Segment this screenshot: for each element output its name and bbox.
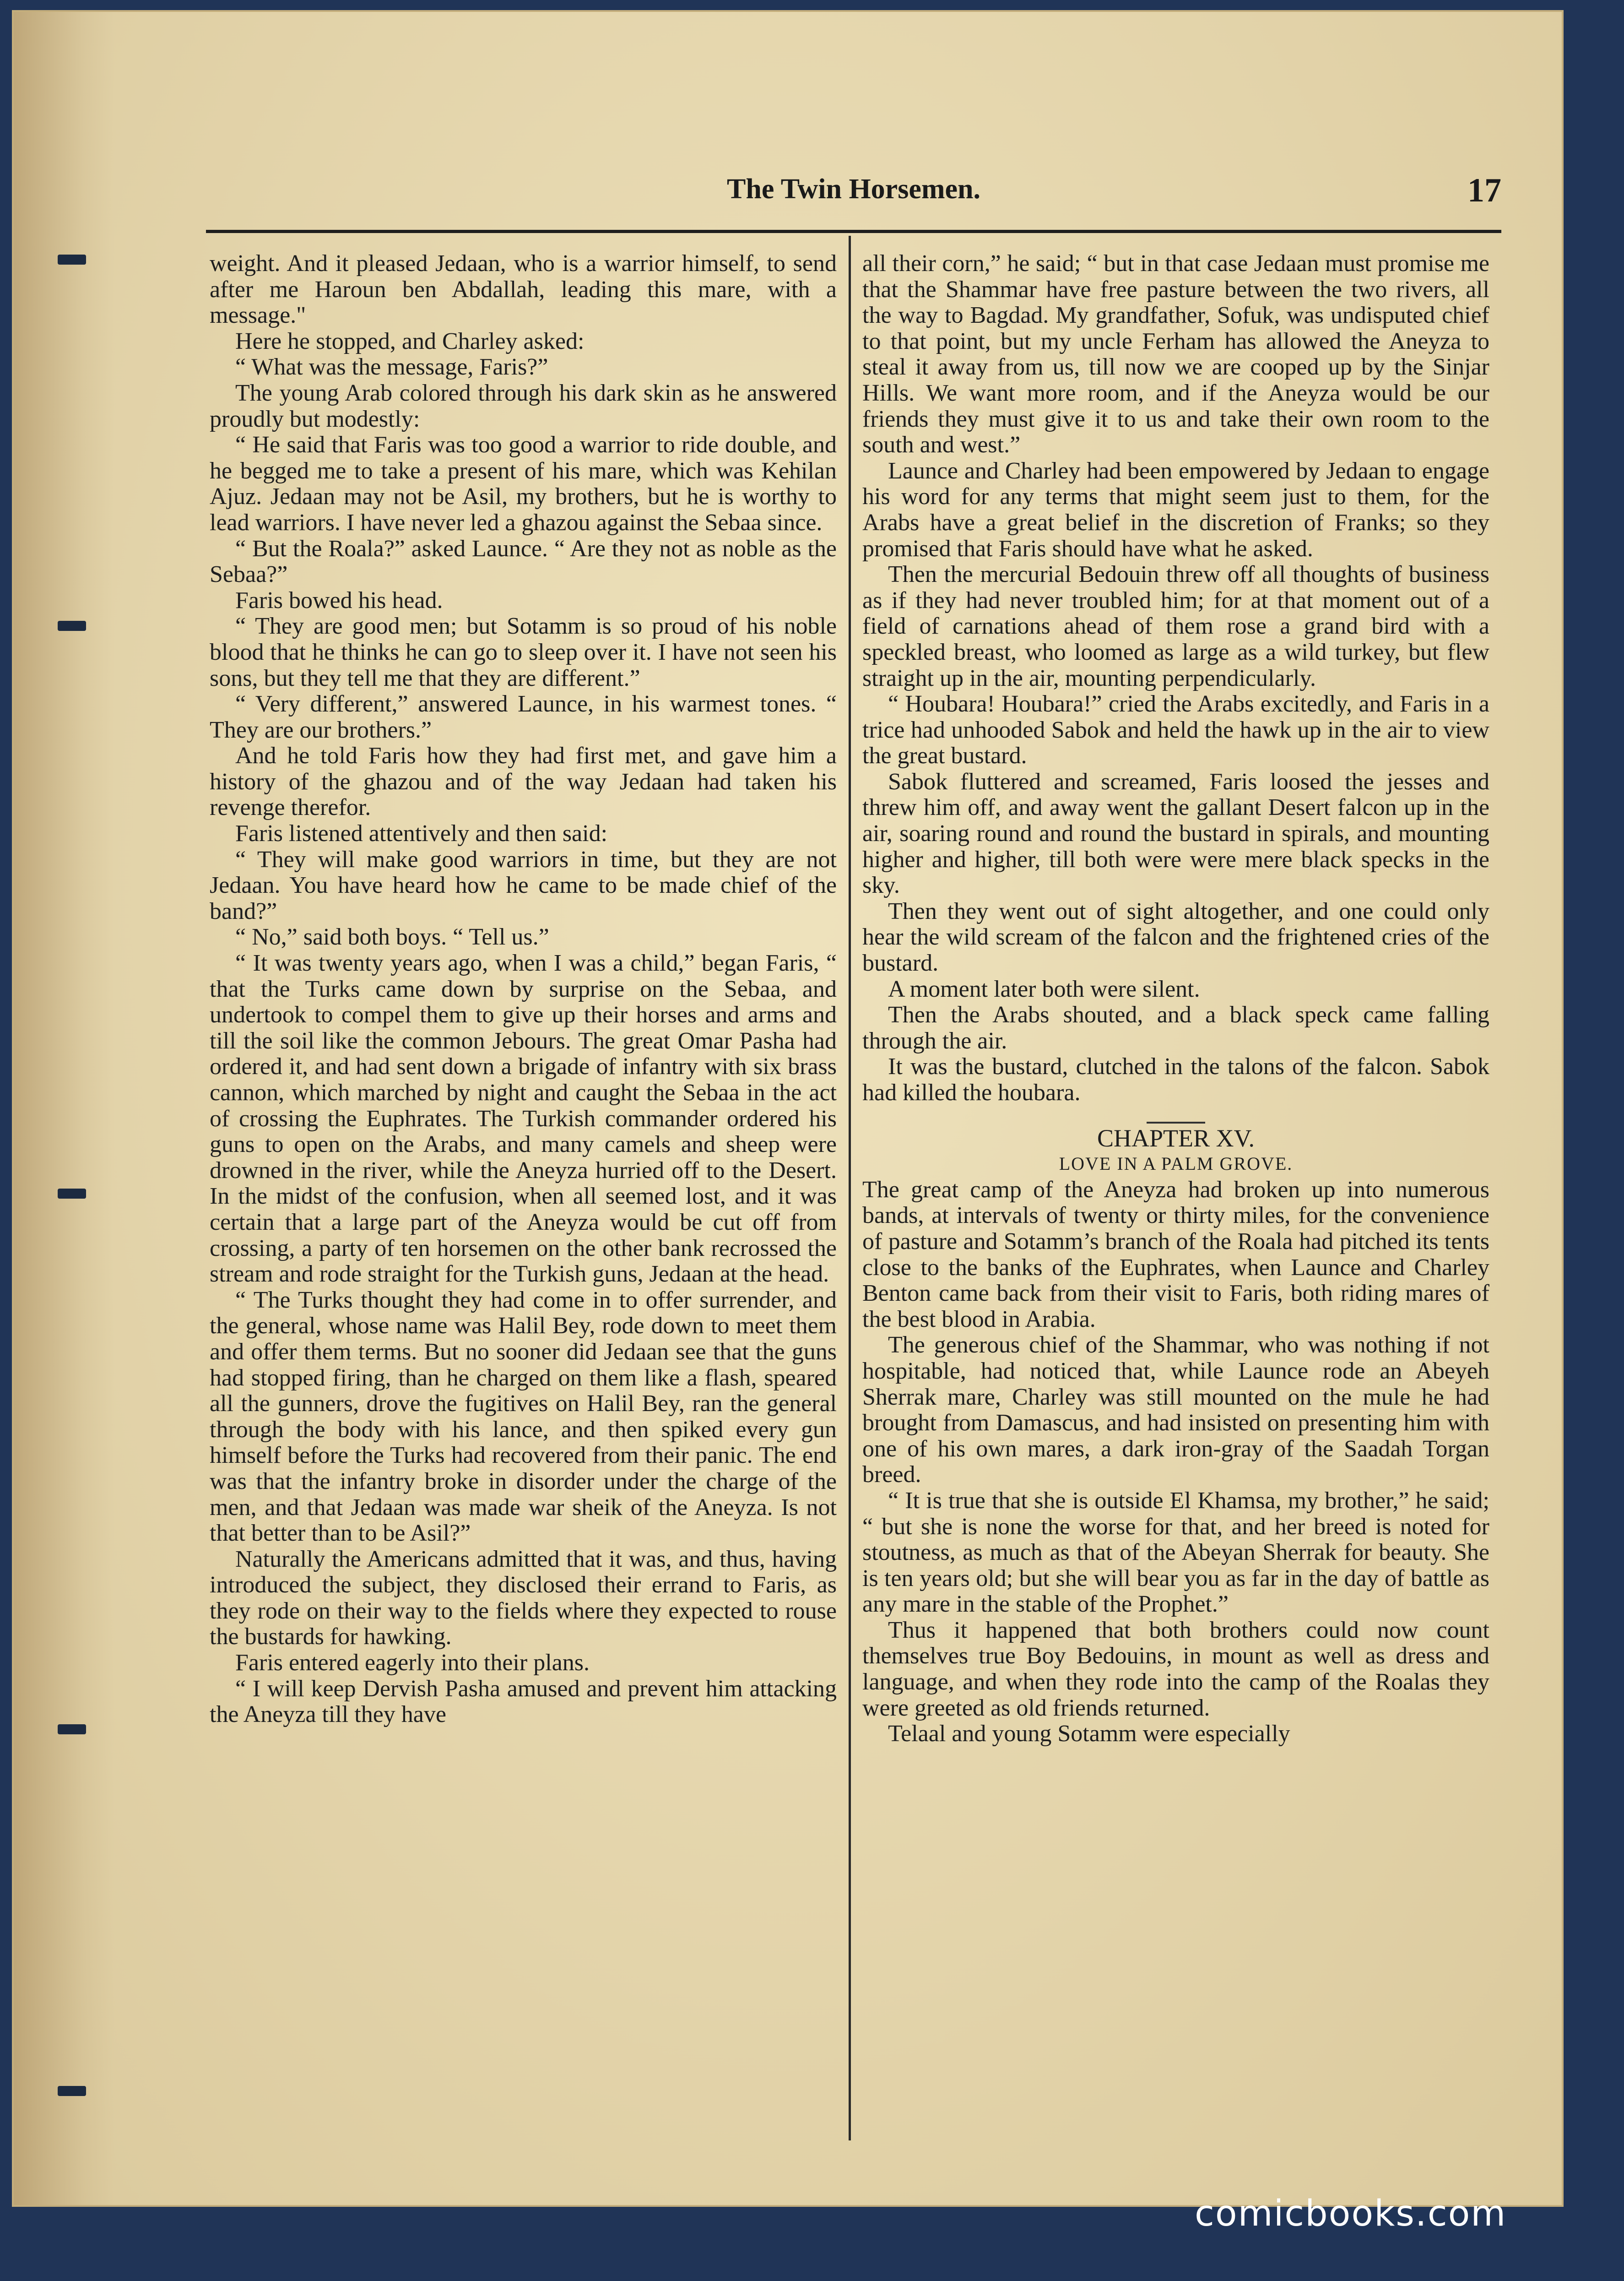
paragraph: Faris listened attentively and then said:: [235, 820, 608, 847]
paragraph: It was the bustard, clutched in the talons of the falcon. Sabok had killed the houbara.: [862, 1054, 1489, 1106]
right-column: [862, 251, 1489, 1747]
page-number: 17: [1467, 172, 1501, 209]
paragraph: “ Very different,” answered Launce, in his warmest tones. “ They are our brothers.”: [210, 691, 837, 743]
paragraph: “ Houbara! Houbara!” cried the Arabs excitedly, and Faris in a trice had unhooded Sabok and held the hawk up in the air to view the great bustard.: [862, 691, 1489, 769]
paragraph: Faris bowed his head.: [235, 587, 443, 614]
paragraph: “ But the Roala?” asked Launce. “ Are they not as noble as the Sebaa?”: [210, 535, 837, 588]
paragraph: “ What was the message, Faris?”: [235, 354, 548, 380]
paragraph: Launce and Charley had been empowered by Jedaan to engage his word for any terms that might seem just to them, for the Arabs have a great belief in the discretion of Franks; so they promised that Faris should have what he asked.: [862, 457, 1489, 562]
paragraph: The generous chief of the Shammar, who was nothing if not hospitable, had noticed that, while Launce rode an Abeyeh Sherrak mare, Charley was still mounted on the mule he had brought from Damascus, and had insisted on presenting him with one of his own mares, a dark iron-gray of the Saadah Torgan breed.: [862, 1332, 1489, 1488]
paragraph: Faris entered eagerly into their plans.: [235, 1650, 590, 1676]
paragraph: Sabok fluttered and screamed, Faris loosed the jesses and threw him off, and away went the gallant Desert falcon up in the air, soaring round and round the bustard in spirals, and mounting higher and higher, till both were were mere black specks in the sky.: [862, 768, 1489, 899]
paragraph: The young Arab colored through his dark skin as he answered proudly but modestly:: [210, 380, 837, 432]
binding-staple: [58, 255, 86, 265]
paragraph: “ They will make good warriors in time, but they are not Jedaan. You have heard how he came to be made chief of the band?”: [210, 846, 837, 924]
paragraph: “ I will keep Dervish Pasha amused and prevent him attacking the Aneyza till they have: [210, 1675, 837, 1728]
binding-staple: [58, 1189, 86, 1199]
running-title: The Twin Horsemen.: [726, 174, 980, 205]
paragraph: “ It is true that she is outside El Khamsa, my brother,” he said; “ but she is none the worse for that, and her breed is noted for stoutness, as much as that of the Abeyan Sherrak for beauty. She is ten years old; but she will bear you as far in the day of battle as any mare in the stable of the Prophet.”: [862, 1487, 1489, 1618]
paragraph: The great camp of the Aneyza had broken up into numerous bands, at intervals of twenty or thirty miles, for the convenience of pasture and Sotamm’s branch of the Roala had pitched its tents close to the banks of the Euphrates, when Launce and Charley Benton came back from their visit to Faris, both riding mares of the best blood in Arabia.: [862, 1176, 1489, 1332]
paragraph: Then the mercurial Bedouin threw off all thoughts of business as if they had never troubled him; for at that moment out of a field of carnations ahead of them rose a grand bird with a speckled breast, who loomed as large as a wild turkey, but flew straight up in the air, mounting perpendicularly.: [862, 561, 1489, 691]
paragraph: all their corn,” he said; “ but in that case Jedaan must promise me that the Shammar have free pasture between the two rivers, all the way to Bagdad. My grandfather, Sofuk, was undisputed chief to that point, but my uncle Ferham has allowed the Aneyza to steal it away from us, till now we are cooped up by the Sinjar Hills. We want more room, and if the Aneyza would be our friends they must give it to us and take their own room to the south and west.”: [862, 250, 1489, 458]
paragraph: “ He said that Faris was too good a warrior to ride double, and he begged me to take a present of his mare, which was Kehilan Ajuz. Jedaan may not be Asil, my brothers, but he is worthy to lead warriors. I have never led a ghazou against the Sebaa since.: [210, 432, 837, 536]
paragraph: “ The Turks thought they had come in to offer surrender, and the general, whose name was Halil Bey, rode down to meet them and offer them terms. But no sooner did Jedaan see that the guns had stopped firing, than he charged on them like a flash, speared all the gunners, drove the fugitives on Halil Bey, ran the general through the body with his lance, and then spiked every gun himself before the Turks had recovered from their panic. The end was that the infantry broke in disorder under the charge of the men, and that Jedaan was made war sheik of the Aneyza. Is not that better than to be Asil?”: [210, 1287, 837, 1547]
paragraph: “ They are good men; but Sotamm is so proud of his noble blood that he thinks he can go to sleep over it. I have not seen his sons, but they tell me that they are different.”: [210, 613, 837, 691]
paragraph: Then the Arabs shouted, and a black speck came falling through the air.: [862, 1002, 1489, 1054]
paragraph: “ It was twenty years ago, when I was a child,” began Faris, “ that the Turks came down by surprise on the Sebaa, and undertook to compel them to give up their horses and arms and till the soil like the common Jebours. The great Omar Pasha had ordered it, and had sent down a brigade of infantry with six brass cannon, which marched by night and caught the Sebaa in the act of crossing the Euphrates. The Turkish commander ordered his guns to open on the Arabs, and many camels and sheep were drowned in the river, while the Aneyza hurried off to the Desert. In the midst of the confusion, when all seemed lost, and it was certain that a large part of the Aneyza would be cut off from crossing, a party of ten horsemen on the other bank recrossed the stream and rode straight for the Turkish guns, Jedaan at the head.: [210, 950, 837, 1287]
paragraph: Naturally the Americans admitted that it was, and thus, having introduced the subject, they disclosed their errand to Faris, as they rode on their way to the fields where they expected to rouse the bustards for hawking.: [210, 1546, 837, 1650]
paragraph: Here he stopped, and Charley asked:: [235, 328, 585, 354]
left-column: [210, 251, 837, 1728]
header-rule: [206, 230, 1501, 233]
paragraph: And he told Faris how they had first met, and gave him a history of the ghazou and of the way Jedaan had taken his revenge therefor.: [210, 743, 837, 821]
binding-staple: [58, 1724, 86, 1734]
paragraph: Telaal and young Sotamm were especially: [888, 1721, 1290, 1747]
chapter-subtitle: LOVE IN A PALM GROVE.: [1059, 1153, 1293, 1174]
paragraph: Thus it happened that both brothers could now count themselves true Boy Bedouins, in mount as well as dress and language, and when they rode into the camp of the Roalas they were greeted as old friends returned.: [862, 1617, 1489, 1721]
page-spine-shadow: [14, 12, 114, 2205]
chapter-heading: CHAPTER XV.: [1097, 1124, 1255, 1152]
watermark: comicbooks.com: [1195, 2193, 1507, 2234]
chapter-heading-block: [862, 1122, 1489, 1177]
running-header: [206, 169, 1501, 224]
paragraph: weight. And it pleased Jedaan, who is a warrior himself, to send after me Haroun ben Abdallah, leading this mare, with a message.": [210, 250, 837, 329]
paragraph: “ No,” said both boys. “ Tell us.”: [235, 924, 549, 950]
binding-staple: [58, 621, 86, 631]
chapter-rule: [1147, 1122, 1205, 1124]
column-divider: [849, 236, 851, 2140]
paragraph: A moment later both were silent.: [888, 976, 1200, 1002]
paragraph: Then they went out of sight altogether, and one could only hear the wild scream of the falcon and the frightened cries of the bustard.: [862, 898, 1489, 977]
binding-staple: [58, 2086, 86, 2096]
